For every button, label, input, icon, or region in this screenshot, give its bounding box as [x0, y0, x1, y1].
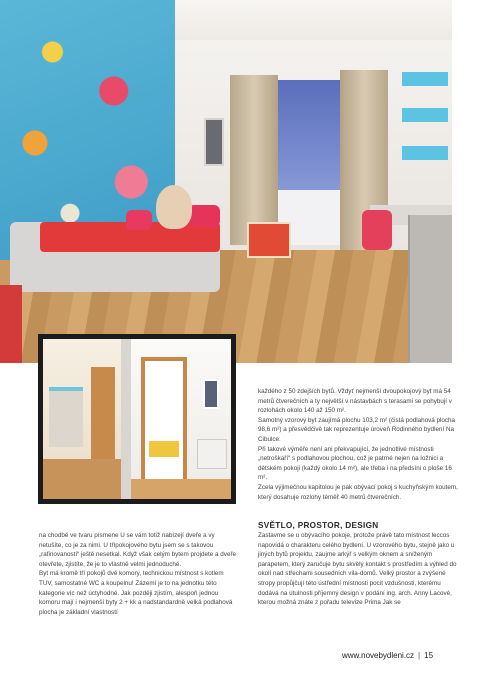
paragraph: Samotný vzorový byt zaujímá plochu 103,2 m² (čistá podlahová plocha 98,6 m²) a přesvědčivě tak reprezentuje úroveň Rodinného bydlení Na Cibulce. [258, 416, 456, 443]
wall-picture [204, 118, 224, 166]
wall-shelf [402, 72, 448, 86]
inset-photo-hallway [38, 334, 236, 504]
paragraph: Byt má kromě tří pokojů dvě komory, technickou místnost s kotlem TUV, samostatné WC a koupelnu! Zázemí je to na jednotku této kategorie víc než úctyhodné. Jak později zjistím, alespoň jednou komoru mají i nejmenší byty 2 + kk a nadstandardně velká podlahová plocha je základní vlastností [39, 570, 233, 616]
page-footer [342, 651, 454, 663]
inset-left-room [43, 339, 121, 499]
inset-floor [43, 459, 121, 499]
paragraph: Zastavme se u obývacího pokoje, protože právě tato místnost leccos napovídá o charakteru celého bydlení. U vzorového bytu, stejně jako u jiných bytů projektu, zaujme arkýř s velkým oknem a sníženým parapetem, který zaručuje bytu skvělý kontakt s prostředím a výhled do okolí nad střechami sousedních vila-domů. Velký prostor a zvýšené stropy propůjčují této ústřední místnosti pocit vzdušnosti, kterému dodává na útulnosti příjemný design v podání ing. arch. Anny Lacové, kterou možná znáte z pořadu televize Prima Jak se [258, 532, 457, 607]
paragraph: na chodbě ve tvaru písmene U se vám totiž nabízejí dveře a vy netušíte, co je za nimi. U třípokojového bytu jsem se s takovou „rafinovaností“ ještě nesetkal. Když však celým bytem projdete a dveře otevřete, zjistíte, že je to vlastně velmi jednoduché. [39, 532, 237, 568]
wall-shelf [402, 108, 448, 122]
drawer-unit [408, 215, 452, 363]
toy-chest [247, 222, 291, 258]
inset-hallway-floor [131, 479, 231, 499]
paragraph: každého z 50 zdejších bytů. Vždyť nejmenší dvoupokojový byt má 54 metrů čtverečních a ty největší v nástavbách s terasami se pohybují v rozlohách okolo 140 až 150 m². [258, 388, 452, 415]
teddy-bear [156, 185, 192, 229]
inset-divider [121, 339, 131, 499]
page-number: 15 [424, 651, 434, 660]
inset-right-hallway [131, 339, 231, 499]
desk-chair [362, 210, 392, 250]
article-text-top-right [258, 387, 458, 502]
pink-pillow [188, 205, 220, 227]
red-furniture [0, 285, 22, 363]
inset-chest-of-drawers [197, 439, 227, 469]
section-heading: SVĚTLO, PROSTOR, DESIGN [258, 521, 379, 530]
curtain-left [230, 75, 278, 245]
pink-pillow-small [126, 210, 152, 230]
footer-separator: | [418, 651, 421, 660]
paragraph: Zcela výjimečnou kapitolou je pak obývací pokoj s kuchyňským koutem, který dosahuje rozlohy téměř 40 metrů čtverečních. [258, 483, 458, 501]
wall-shelf [402, 146, 448, 160]
article-text-bottom-right [258, 531, 458, 608]
inset-doorway [141, 357, 187, 485]
paragraph: Při takové výměře není ani překvapující, že jednotlivé místnosti „netroškaří“ s podlahovou plochou, což je patrné nejen na ložnici a dětském pokoji (každý okolo 14 m²), ale třeba i na předsíni o ploše 16 m². [258, 445, 452, 482]
footer-website[interactable]: www.novebydleni.cz [342, 651, 415, 660]
inset-yellow-bed [149, 441, 179, 457]
inset-wall-picture [203, 379, 219, 409]
article-text-left [39, 531, 238, 617]
inset-shelf [49, 387, 83, 447]
inset-wooden-door [91, 367, 115, 473]
